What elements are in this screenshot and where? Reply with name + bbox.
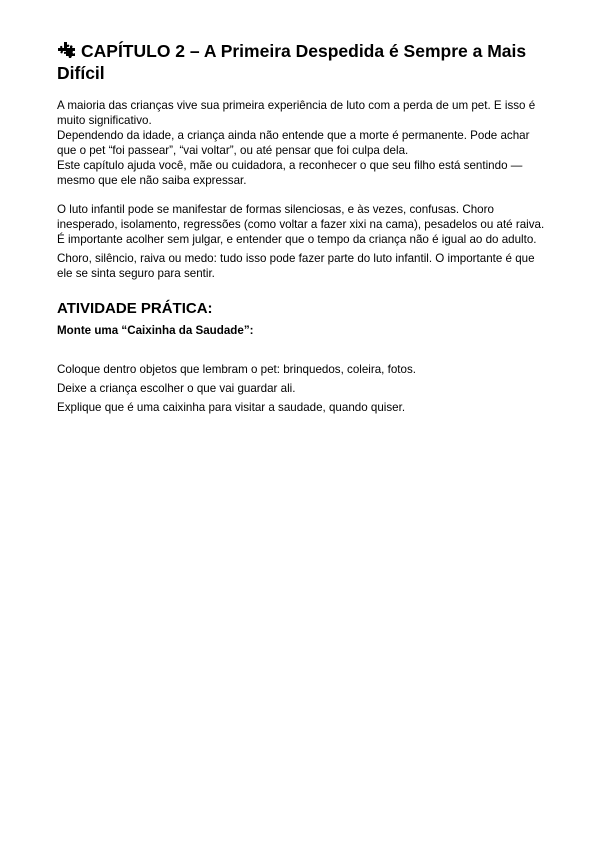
activity-subtitle: Monte uma “Caixinha da Saudade”: <box>57 324 254 337</box>
activity-step-2: Deixe a criança escolher o que vai guardar ali. <box>57 382 296 395</box>
paw-puzzle-icon <box>57 41 77 59</box>
activity-step-3: Explique que é uma caixinha para visitar a saudade, quando quiser. <box>57 401 406 414</box>
intro-paragraph-1: A maioria das crianças vive sua primeira experiência de luto com a perda de um pet. E isso é muito significativo. <box>57 99 536 127</box>
manifestations-paragraph-1: O luto infantil pode se manifestar de formas silenciosas, e às vezes, confusas. Choro inesperado, isolamento, regressões (como voltar a fazer xixi na cama), pesadelos ou até raiva. É importante acolher sem julgar, e entender que o tempo da criança não é igual ao do adulto. <box>57 203 545 246</box>
chapter-title-block <box>57 40 547 84</box>
intro-paragraph-3: Este capítulo ajuda você, mãe ou cuidadora, a reconhecer o que seu filho está sentindo — mesmo que ele não saiba expressar. <box>57 159 523 187</box>
manifestations-paragraph-2: Choro, silêncio, raiva ou medo: tudo isso pode fazer parte do luto infantil. O importante é que ele se sinta seguro para sentir. <box>57 252 535 280</box>
activity-heading: ATIVIDADE PRÁTICA: <box>57 300 213 317</box>
activity-step-1: Coloque dentro objetos que lembram o pet: brinquedos, coleira, fotos. <box>57 363 416 376</box>
document-page <box>57 40 547 415</box>
intro-paragraph-2: Dependendo da idade, a criança ainda não entende que a morte é permanente. Pode achar que o pet “foi passear”, “vai voltar”, ou até pensar que foi culpa dela. <box>57 129 530 157</box>
chapter-title-text: CAPÍTULO 2 – A Primeira Despedida é Sempre a Mais Difícil <box>57 41 527 83</box>
